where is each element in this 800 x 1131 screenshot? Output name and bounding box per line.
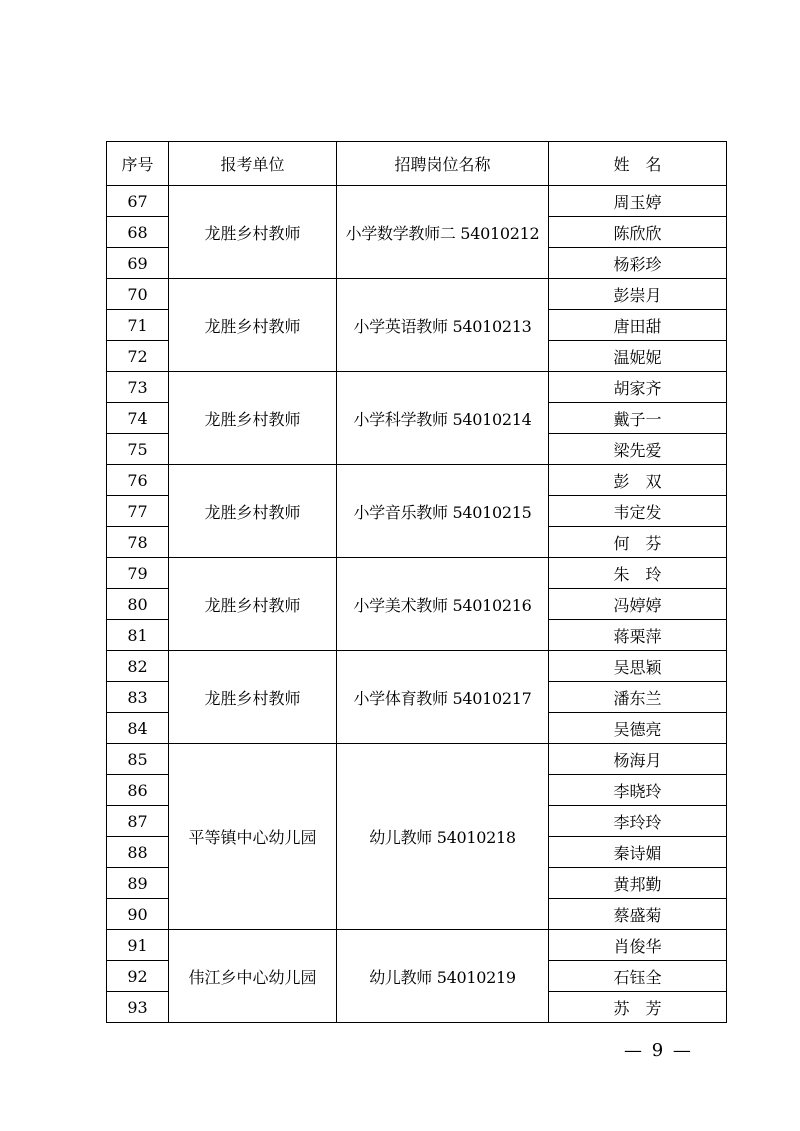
name-cell: 石钰全	[549, 961, 727, 992]
seq-cell: 80	[107, 589, 169, 620]
seq-cell: 71	[107, 310, 169, 341]
name-cell: 李晓玲	[549, 775, 727, 806]
seq-cell: 92	[107, 961, 169, 992]
seq-cell: 70	[107, 279, 169, 310]
seq-cell: 75	[107, 434, 169, 465]
unit-cell: 龙胜乡村教师	[169, 279, 337, 372]
seq-cell: 72	[107, 341, 169, 372]
position-cell: 小学英语教师 54010213	[337, 279, 549, 372]
name-cell: 朱 玲	[549, 558, 727, 589]
header-seq: 序号	[107, 142, 169, 186]
name-cell: 何 芬	[549, 527, 727, 558]
unit-cell: 龙胜乡村教师	[169, 651, 337, 744]
name-cell: 肖俊华	[549, 930, 727, 961]
seq-cell: 84	[107, 713, 169, 744]
position-cell: 小学体育教师 54010217	[337, 651, 549, 744]
name-cell: 陈欣欣	[549, 217, 727, 248]
seq-cell: 88	[107, 837, 169, 868]
seq-cell: 85	[107, 744, 169, 775]
name-cell: 吴德亮	[549, 713, 727, 744]
header-position: 招聘岗位名称	[337, 142, 549, 186]
seq-cell: 79	[107, 558, 169, 589]
seq-cell: 83	[107, 682, 169, 713]
seq-cell: 87	[107, 806, 169, 837]
seq-cell: 67	[107, 186, 169, 217]
unit-cell: 龙胜乡村教师	[169, 465, 337, 558]
name-cell: 黄邦勤	[549, 868, 727, 899]
seq-cell: 78	[107, 527, 169, 558]
unit-cell: 伟江乡中心幼儿园	[169, 930, 337, 1023]
table-row	[107, 930, 727, 961]
seq-cell: 77	[107, 496, 169, 527]
seq-cell: 82	[107, 651, 169, 682]
table-row	[107, 279, 727, 310]
seq-cell: 69	[107, 248, 169, 279]
position-cell: 小学美术教师 54010216	[337, 558, 549, 651]
name-cell: 蔡盛菊	[549, 899, 727, 930]
unit-cell: 龙胜乡村教师	[169, 558, 337, 651]
seq-cell: 74	[107, 403, 169, 434]
seq-cell: 89	[107, 868, 169, 899]
table-row	[107, 186, 727, 217]
name-cell: 杨海月	[549, 744, 727, 775]
table-row	[107, 558, 727, 589]
position-cell: 小学音乐教师 54010215	[337, 465, 549, 558]
roster-table	[106, 141, 727, 1023]
position-cell: 幼儿教师 54010218	[337, 744, 549, 930]
name-cell: 周玉婷	[549, 186, 727, 217]
name-cell: 蒋栗萍	[549, 620, 727, 651]
unit-cell: 平等镇中心幼儿园	[169, 744, 337, 930]
header-unit: 报考单位	[169, 142, 337, 186]
position-cell: 小学数学教师二 54010212	[337, 186, 549, 279]
name-cell: 潘东兰	[549, 682, 727, 713]
seq-cell: 81	[107, 620, 169, 651]
position-cell: 小学科学教师 54010214	[337, 372, 549, 465]
name-cell: 吴思颖	[549, 651, 727, 682]
table-row	[107, 465, 727, 496]
header-row	[107, 142, 727, 186]
table-row	[107, 651, 727, 682]
table-row	[107, 372, 727, 403]
name-cell: 韦定发	[549, 496, 727, 527]
name-cell: 冯婷婷	[549, 589, 727, 620]
name-cell: 戴子一	[549, 403, 727, 434]
seq-cell: 76	[107, 465, 169, 496]
unit-cell: 龙胜乡村教师	[169, 186, 337, 279]
seq-cell: 73	[107, 372, 169, 403]
name-cell: 杨彩珍	[549, 248, 727, 279]
position-cell: 幼儿教师 54010219	[337, 930, 549, 1023]
unit-cell: 龙胜乡村教师	[169, 372, 337, 465]
seq-cell: 93	[107, 992, 169, 1023]
header-name: 姓 名	[549, 142, 727, 186]
table-row	[107, 744, 727, 775]
name-cell: 温妮妮	[549, 341, 727, 372]
name-cell: 秦诗媚	[549, 837, 727, 868]
seq-cell: 86	[107, 775, 169, 806]
seq-cell: 91	[107, 930, 169, 961]
name-cell: 李玲玲	[549, 806, 727, 837]
roster-body	[107, 186, 727, 1023]
name-cell: 胡家齐	[549, 372, 727, 403]
name-cell: 彭 双	[549, 465, 727, 496]
name-cell: 苏 芳	[549, 992, 727, 1023]
name-cell: 梁先爱	[549, 434, 727, 465]
name-cell: 唐田甜	[549, 310, 727, 341]
page-number: — 9 —	[624, 1040, 691, 1061]
name-cell: 彭崇月	[549, 279, 727, 310]
seq-cell: 68	[107, 217, 169, 248]
seq-cell: 90	[107, 899, 169, 930]
